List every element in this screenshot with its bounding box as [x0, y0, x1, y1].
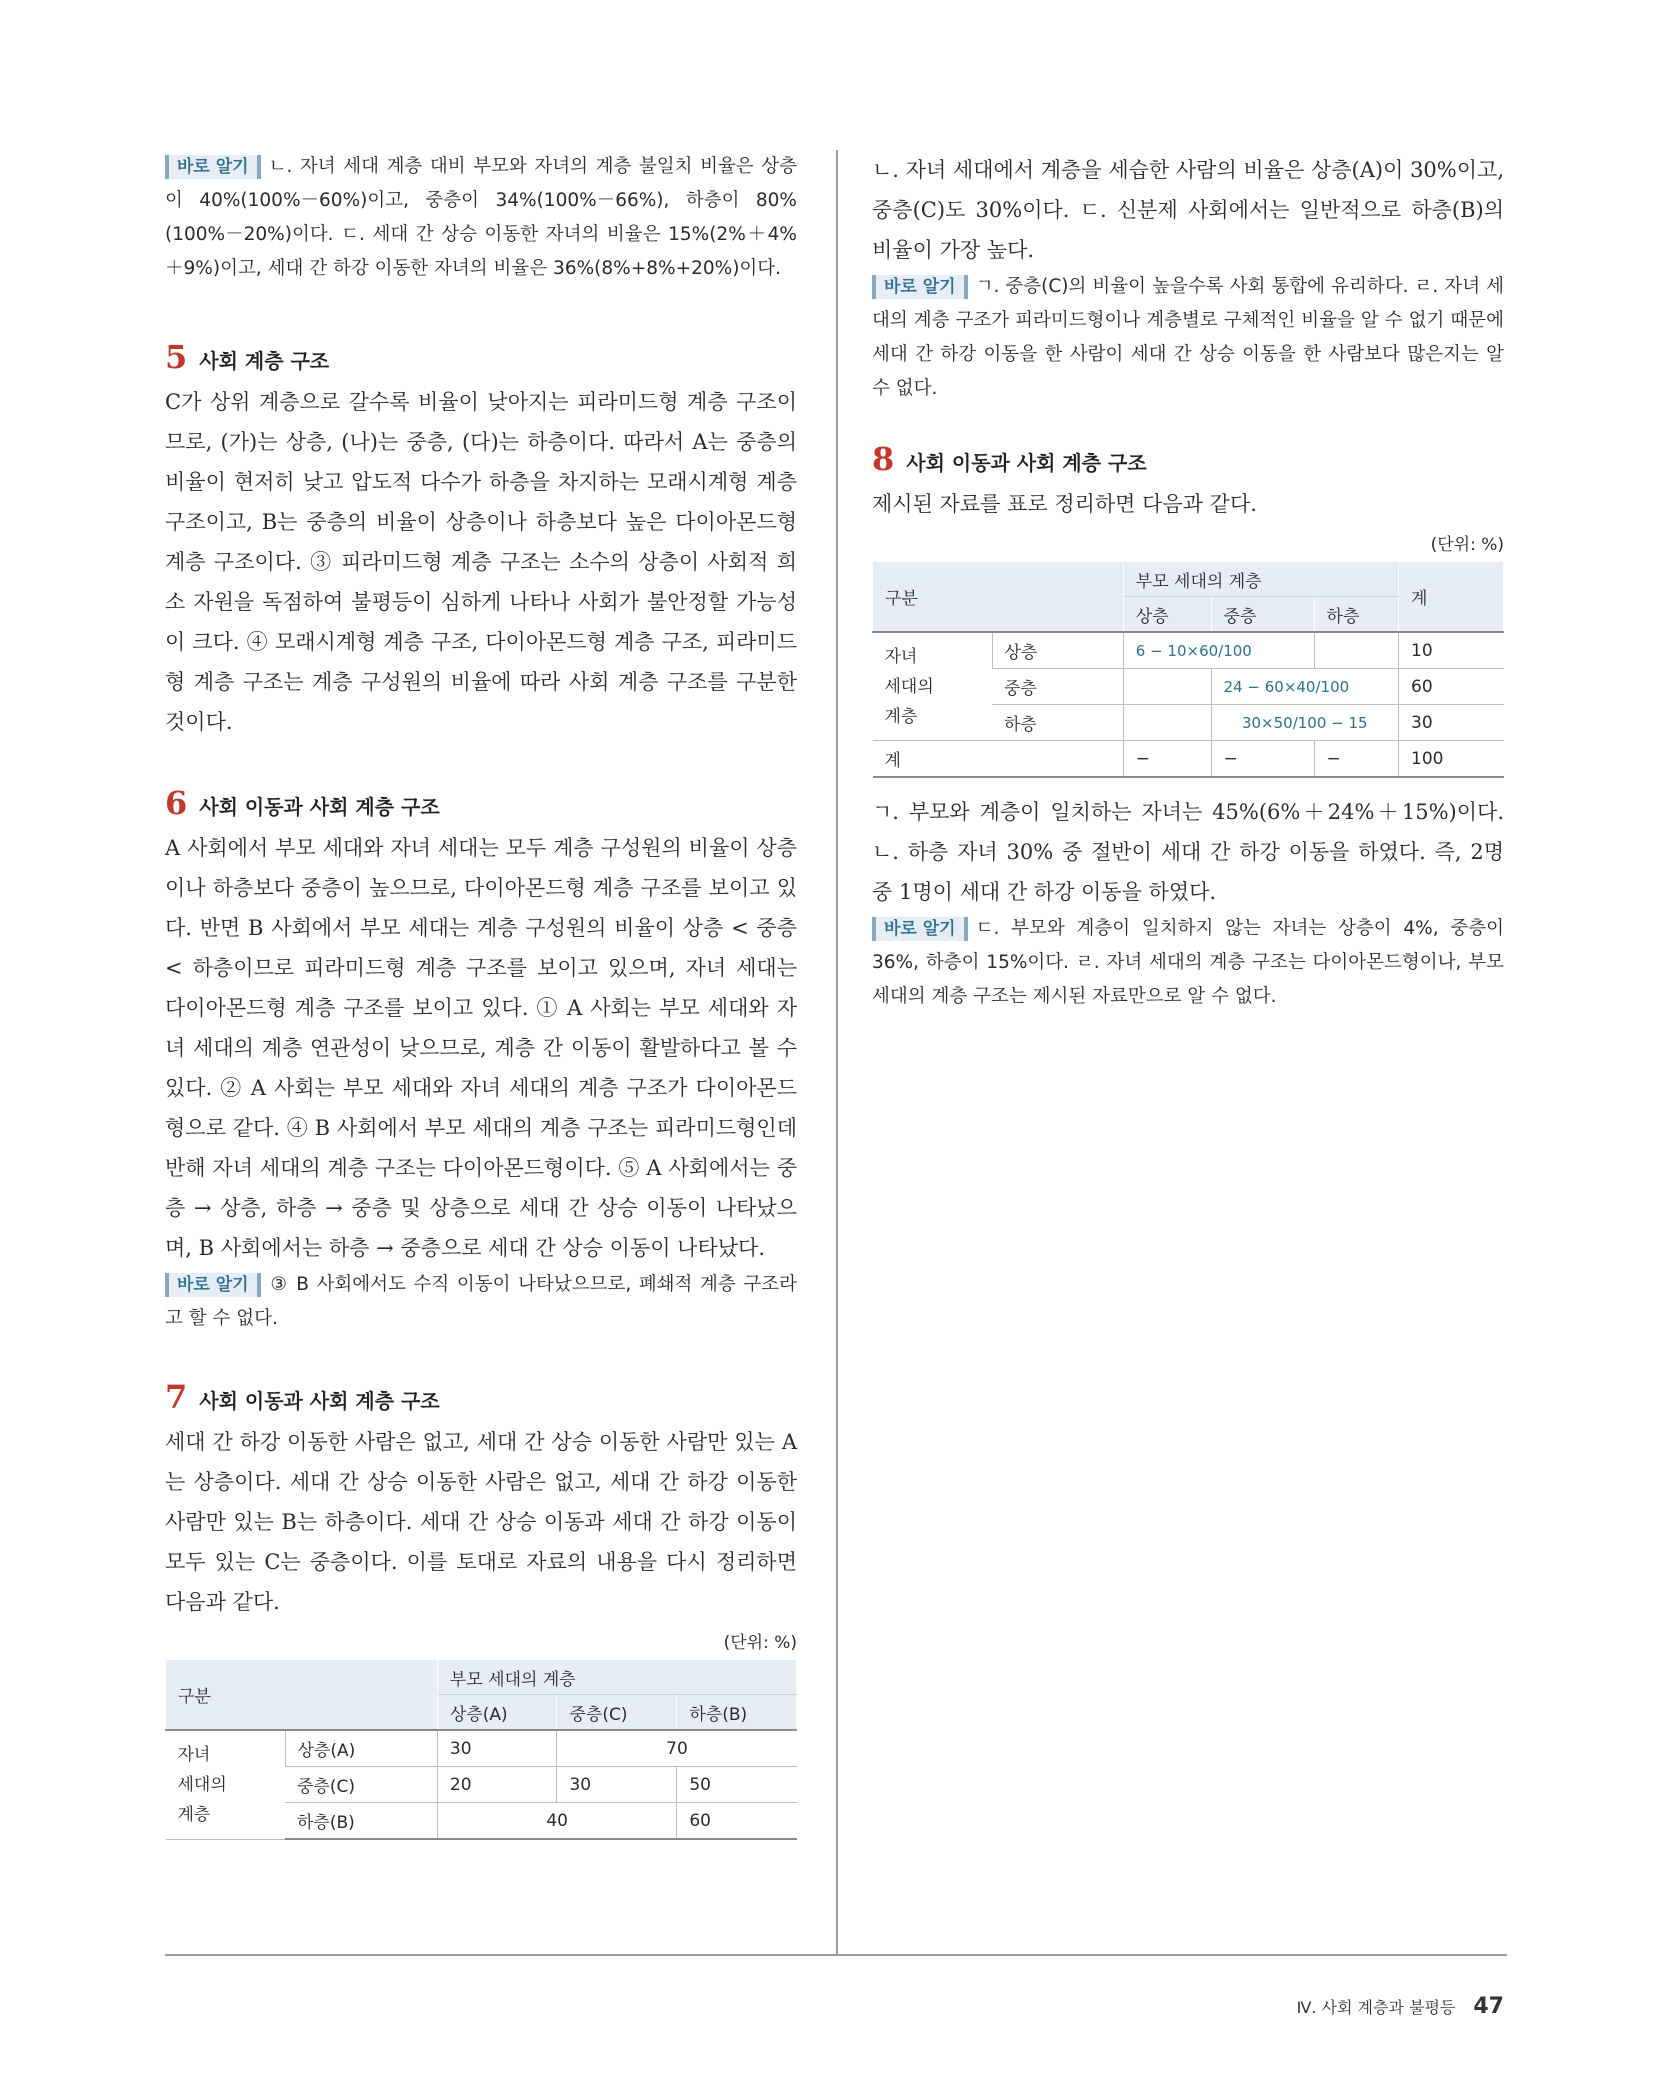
- table-cell: 20: [437, 1767, 557, 1803]
- table-cell: [1123, 669, 1211, 705]
- section-8-explanation: ㄱ. 부모와 계층이 일치하는 자녀는 45%(6%＋24%＋15%)이다. ㄴ. 하층 자녀 30% 중 절반이 세대 간 하강 이동을 하였다. 즉, 2명 중 1명이 세대 간 하강 이동을 하였다.: [872, 800, 1504, 904]
- section-number: 6: [165, 784, 188, 822]
- footer-rule: [165, 1954, 1507, 1956]
- table-cell: [1123, 632, 1314, 669]
- header-upper: 상층(A): [437, 1695, 557, 1731]
- table-cell: 30: [1399, 705, 1504, 741]
- section-5-heading: [165, 338, 797, 376]
- section-7-continued: ㄴ. 자녀 세대에서 계층을 세습한 사람의 비율은 상층(A)이 30%이고, 중층(C)도 30%이다. ㄷ. 신분제 사회에서는 일반적으로 하층(B)의 비율이 가장 높다.: [872, 158, 1504, 262]
- answer-note-badge: 바로 알기: [165, 1273, 261, 1297]
- section-number: 5: [165, 338, 188, 376]
- table-unit: (단위: %): [1430, 535, 1504, 555]
- column-divider: [836, 150, 838, 1955]
- table-cell: 30: [437, 1730, 557, 1767]
- answer-note-text: ㄴ. 자녀 세대 계층 대비 부모와 자녀의 계층 불일치 비율은 상층이 40%(100%－60%)이고, 중층이 34%(100%－66%), 하층이 80%(100%－20%)이다. ㄷ. 세대 간 상승 이동한 자녀의 비율은 15%(2%＋4%＋9%)이고, 세대 간 하강 이동한 자녀의 비율은 36%(8%+8%+20%)이다.: [165, 156, 797, 279]
- calc-annotation: 24 − 60×40/100: [1223, 677, 1350, 696]
- section-7-body: 세대 간 하강 이동한 사람은 없고, 세대 간 상승 이동한 사람만 있는 A는 상층이다. 세대 간 상승 이동한 사람은 없고, 세대 간 하강 이동한 사람만 있는 B는 하층이다. 세대 간 상승 이동과 세대 간 하강 이동이 모두 있는 C는 중층이다. 이를 토대로 자료의 내용을 다시 정리하면 다음과 같다.: [165, 1430, 797, 1614]
- row-group-label: 자녀 세대의 계층: [166, 1730, 286, 1839]
- answer-note-text: ㄷ. 부모와 계층이 일치하지 않는 자녀는 상층이 4%, 중층이 36%, 하층이 15%이다. ㄹ. 자녀 세대의 계층 구조는 다이아몬드형이나, 부모 세대의 계층 구조는 제시된 자료만으로 알 수 없다.: [872, 918, 1504, 1007]
- table-cell: 10: [1399, 632, 1504, 669]
- table-cell: −: [1123, 741, 1211, 778]
- table-cell: [1211, 705, 1398, 741]
- right-column: [872, 150, 1504, 1014]
- section-8-body: 제시된 자료를 표로 정리하면 다음과 같다.: [872, 492, 1257, 516]
- row-label: 상층: [992, 632, 1123, 669]
- table-cell: [1211, 669, 1398, 705]
- calc-annotation: 30×50/100 − 15: [1241, 713, 1368, 732]
- section-title: 사회 이동과 사회 계층 구조: [906, 451, 1147, 475]
- row-label: 중층: [992, 669, 1123, 705]
- table-cell: −: [1211, 741, 1314, 778]
- chapter-title: Ⅳ. 사회 계층과 불평등: [1296, 1998, 1456, 2017]
- table-cell: 60: [1399, 669, 1504, 705]
- row-label: 중층(C): [285, 1767, 437, 1803]
- header-upper: 상층: [1123, 597, 1211, 633]
- section-title: 사회 이동과 사회 계층 구조: [199, 795, 440, 819]
- section-6-body: A 사회에서 부모 세대와 자녀 세대는 모두 계층 구성원의 비율이 상층이나 하층보다 중층이 높으므로, 다이아몬드형 계층 구조를 보이고 있다. 반면 B 사회에서 부모 세대는 계층 구성원의 비율이 상층 < 중층 < 하층이므로 피라미드형 계층 구조를 보이고 있으며, 자녀 세대는 다이아몬드형 계층 구조를 보이고 있다. ① A 사회는 부모 세대와 자녀 세대의 계층 연관성이 낮으므로, 계층 간 이동이 활발하다고 볼 수 있다. ② A 사회는 부모 세대와 자녀 세대의 계층 구조가 다이아몬드형으로 같다. ④ B 사회에서 부모 세대의 계층 구조는 피라미드형인데 반해 자녀 세대의 계층 구조는 다이아몬드형이다. ⑤ A 사회에서는 중층 → 상층, 하층 → 중층 및 상층으로 세대 간 상승 이동이 나타났으며, B 사회에서는 하층 → 중층으로 세대 간 상승 이동이 나타났다.: [165, 836, 797, 1260]
- page-footer: [1297, 1994, 1504, 2019]
- row-label: 상층(A): [285, 1730, 437, 1767]
- header-gubun: 구분: [166, 1660, 438, 1731]
- left-column: [165, 150, 797, 1840]
- row-label: 하층: [992, 705, 1123, 741]
- table-cell: 60: [677, 1803, 797, 1840]
- answer-note-8: [872, 912, 1504, 1014]
- answer-note-badge: 바로 알기: [872, 275, 968, 299]
- table-row-total: [873, 741, 1504, 778]
- header-middle: 중층(C): [557, 1695, 677, 1731]
- section-7-heading: [165, 1378, 797, 1416]
- table-cell: [1123, 705, 1211, 741]
- section-title: 사회 계층 구조: [199, 349, 330, 373]
- header-lower: 하층: [1314, 597, 1398, 633]
- header-gubun: 구분: [873, 562, 1124, 633]
- answer-note-badge: 바로 알기: [165, 155, 261, 179]
- mobility-table-8: [872, 561, 1504, 778]
- header-parent: 부모 세대의 계층: [1123, 562, 1398, 597]
- section-number: 8: [872, 440, 895, 478]
- answer-note-7: [872, 270, 1504, 406]
- header-lower: 하층(B): [677, 1695, 797, 1731]
- page-number: 47: [1473, 1994, 1504, 2019]
- table-cell: 50: [677, 1767, 797, 1803]
- table-row: [873, 632, 1504, 669]
- table-cell: 40: [437, 1803, 676, 1840]
- answer-note-6: [165, 1268, 797, 1336]
- section-6-heading: [165, 784, 797, 822]
- table-row: [166, 1730, 797, 1767]
- answer-note-badge: 바로 알기: [872, 917, 968, 941]
- section-5-body: C가 상위 계층으로 갈수록 비율이 낮아지는 피라미드형 계층 구조이므로, (가)는 상층, (나)는 중층, (다)는 하층이다. 따라서 A는 중층의 비율이 현저히 낮고 압도적 다수가 하층을 차지하는 모래시계형 계층 구조이고, B는 중층의 비율이 상층이나 하층보다 높은 다이아몬드형 계층 구조이다. ③ 피라미드형 계층 구조는 소수의 상층이 사회적 희소 자원을 독점하여 불평등이 심하게 나타나 사회가 불안정할 가능성이 크다. ④ 모래시계형 계층 구조, 다이아몬드형 계층 구조, 피라미드형 계층 구조는 계층 구성원의 비율에 따라 사회 계층 구조를 구분한 것이다.: [165, 390, 797, 734]
- table-cell: −: [1314, 741, 1398, 778]
- header-parent: 부모 세대의 계층: [437, 1660, 796, 1695]
- header-total: 계: [1399, 562, 1504, 633]
- section-number: 7: [165, 1378, 188, 1416]
- table-cell: [1314, 632, 1398, 669]
- row-label: 하층(B): [285, 1803, 437, 1840]
- header-middle: 중층: [1211, 597, 1314, 633]
- mobility-table-7: [165, 1659, 797, 1840]
- section-8-heading: [872, 440, 1504, 478]
- section-title: 사회 이동과 사회 계층 구조: [199, 1389, 440, 1413]
- table-unit: (단위: %): [723, 1633, 797, 1653]
- table-cell: 70: [557, 1730, 797, 1767]
- answer-note-4: [165, 150, 797, 286]
- answer-note-text: ③ B 사회에서도 수직 이동이 나타났으므로, 폐쇄적 계층 구조라고 할 수 없다.: [165, 1274, 797, 1329]
- table-cell: 30: [557, 1767, 677, 1803]
- row-group-label: 자녀 세대의 계층: [873, 632, 993, 741]
- calc-annotation: 6 − 10×60/100: [1135, 641, 1252, 660]
- row-label: 계: [873, 741, 1124, 778]
- answer-note-text: ㄱ. 중층(C)의 비율이 높을수록 사회 통합에 유리하다. ㄹ. 자녀 세대의 계층 구조가 피라미드형이나 계층별로 구체적인 비율을 알 수 없기 때문에 세대 간 하강 이동을 한 사람이 세대 간 상승 이동을 한 사람보다 많은지는 알 수 없다.: [872, 276, 1504, 399]
- table-cell: 100: [1399, 741, 1504, 778]
